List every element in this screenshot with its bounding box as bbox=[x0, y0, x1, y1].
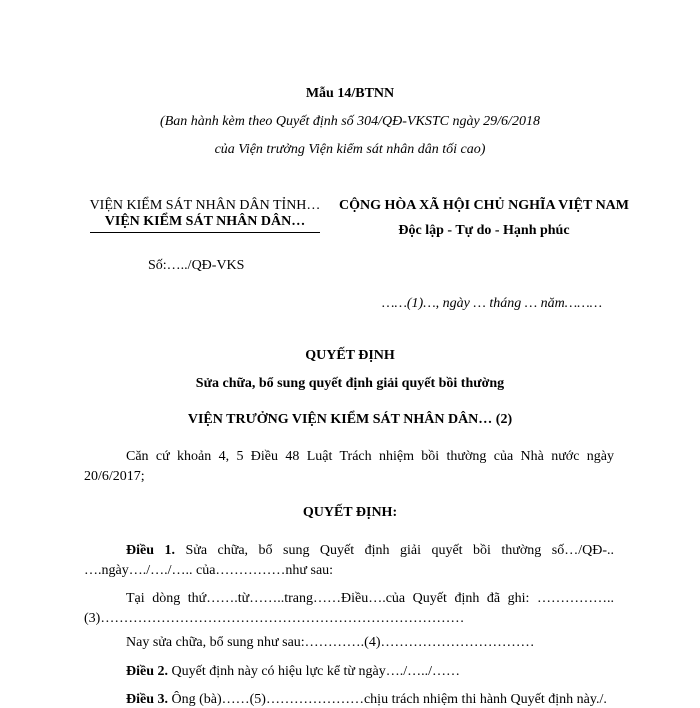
article-3-label: Điều 3. bbox=[126, 692, 168, 707]
form-code: Mẫu 14/BTNN bbox=[305, 86, 395, 101]
article-2-text: Quyết định này có hiệu lực kể từ ngày…./…../…… bbox=[168, 664, 461, 679]
amendment-line: Nay sửa chữa, bổ sung như sau:………….(4)…………………………… bbox=[126, 635, 535, 650]
article-1-label: Điều 1. bbox=[126, 543, 175, 558]
document-title: QUYẾT ĐỊNH bbox=[305, 348, 395, 363]
correction-location: Tại dòng thứ…….từ……..trang……Điều….của Quyết định đã ghi: ……………..(3)…………………………………………………………………… bbox=[84, 591, 614, 626]
article-3-text: Ông (bà)……(5)…………………chịu trách nhiệm thi hành Quyết định này./. bbox=[168, 692, 607, 707]
legal-basis: Căn cứ khoản 4, 5 Điều 48 Luật Trách nhiệm bồi thường của Nhà nước ngày 20/6/2017; bbox=[84, 449, 614, 484]
agency-underline bbox=[90, 232, 320, 233]
nation-header bbox=[334, 198, 634, 239]
article-1 bbox=[84, 541, 614, 581]
country-name: CỘNG HÒA XÃ HỘI CHỦ NGHĨA VIỆT NAM bbox=[338, 198, 629, 213]
article-1-text: Sửa chữa, bổ sung Quyết định giải quyết bồi thường số…/QĐ-.. ….ngày…./…./….. của……………như sau: bbox=[84, 543, 614, 578]
national-motto: Độc lập - Tự do - Hạnh phúc bbox=[398, 223, 570, 238]
document-subtitle: Sửa chữa, bổ sung quyết định giải quyết bồi thường bbox=[195, 376, 505, 391]
agency-header bbox=[80, 198, 330, 233]
issuance-note-line1: (Ban hành kèm theo Quyết định số 304/QĐ-VKSTC ngày 29/6/2018 bbox=[160, 114, 540, 129]
issuance-note-line2: của Viện trưởng Viện kiểm sát nhân dân tối cao) bbox=[214, 142, 486, 157]
agency-district: VIỆN KIỂM SÁT NHÂN DÂN… bbox=[104, 214, 306, 229]
article-2-label: Điều 2. bbox=[126, 664, 168, 679]
decision-heading: QUYẾT ĐỊNH: bbox=[302, 505, 398, 520]
agency-province: VIỆN KIỂM SÁT NHÂN DÂN TỈNH… bbox=[89, 198, 321, 213]
document-number: Số:…../QĐ-VKS bbox=[148, 258, 245, 273]
issuer-title: VIỆN TRƯỞNG VIỆN KIỂM SÁT NHÂN DÂN… (2) bbox=[187, 412, 513, 427]
place-date-line: ……(1)…, ngày … tháng … năm……… bbox=[382, 296, 603, 311]
article-3 bbox=[126, 692, 607, 708]
article-2 bbox=[126, 664, 460, 680]
